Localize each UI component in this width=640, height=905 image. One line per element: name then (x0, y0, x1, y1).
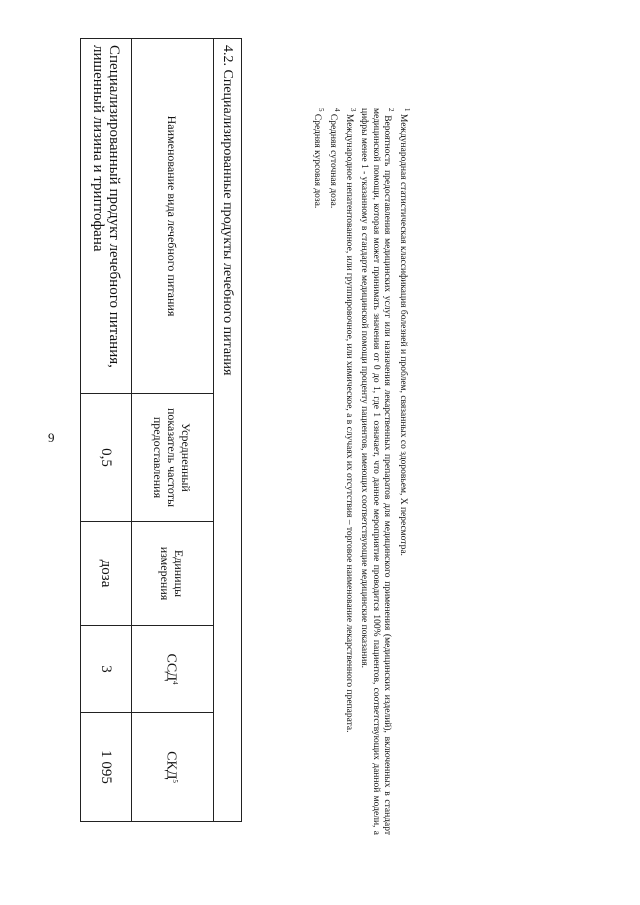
page-number: 9 (48, 430, 55, 445)
header-name: Наименование вида лечебного питания (131, 39, 213, 394)
footnote-4-mark: 4 (333, 108, 342, 112)
header-skd-label: СКД (162, 751, 178, 780)
footnote-4 (326, 90, 342, 835)
footnote-5 (311, 90, 327, 835)
footnote-5-text: Средняя курсовая доза. (312, 113, 323, 209)
header-skd (131, 713, 213, 822)
cell-unit: доза (81, 522, 132, 626)
footnote-3-mark: 3 (348, 108, 357, 112)
header-frequency: Усредненный показатель частоты предоставления (131, 394, 213, 522)
table-row (81, 39, 132, 822)
section-title-row (213, 39, 241, 822)
header-ssd-footnote-mark: 4 (170, 681, 179, 685)
cell-product-name: Специализированный продукт лечебного питания, лишенный лизина и триптофана (81, 39, 132, 394)
footnote-3-text: Международное непатентованное, или группировочное, или химическое, а в случаях их отсутствия – торговое наименование лекарственного препарата. (343, 113, 354, 733)
footnote-3 (342, 90, 358, 835)
nutrition-products-table (80, 38, 242, 822)
footnote-1 (396, 90, 412, 835)
cell-skd: 1 095 (81, 713, 132, 822)
header-ssd (131, 626, 213, 713)
footnote-2-mark: 2 (387, 108, 396, 112)
cell-frequency: 0,5 (81, 394, 132, 522)
header-unit: Единицы измерения (131, 522, 213, 626)
section-title: 4.2. Специализированные продукты лечебного питания (213, 39, 241, 822)
footnote-2-text: Вероятность предоставления медицинских услуг или назначения лекарственных препаратов для медицинского применения (медицинских изделий), включенных в стандарт медицинской помощи, которая может принимать значения от 0 до 1, где 1 означает, что данное мероприятие проводится 100% пациентов, соответствующих данной модели, а цифры менее 1 - указанному в стандарте медицинской помощи проценту пациентов, имеющих соответствующие медицинские показания. (359, 108, 393, 835)
header-skd-footnote-mark: 5 (170, 779, 179, 783)
footnote-1-mark: 1 (403, 108, 411, 112)
footnote-5-mark: 5 (317, 108, 326, 112)
table-header-row (131, 39, 213, 822)
footnote-1-text: Международная статистическая классификация болезней и проблем, связанных со здоровьем, X пересмотра. (397, 113, 408, 556)
footnote-2 (358, 90, 397, 835)
footnotes (311, 90, 412, 835)
cell-ssd: 3 (81, 626, 132, 713)
footnote-4-text: Средняя суточная доза. (327, 113, 338, 209)
header-ssd-label: ССД (162, 653, 178, 682)
